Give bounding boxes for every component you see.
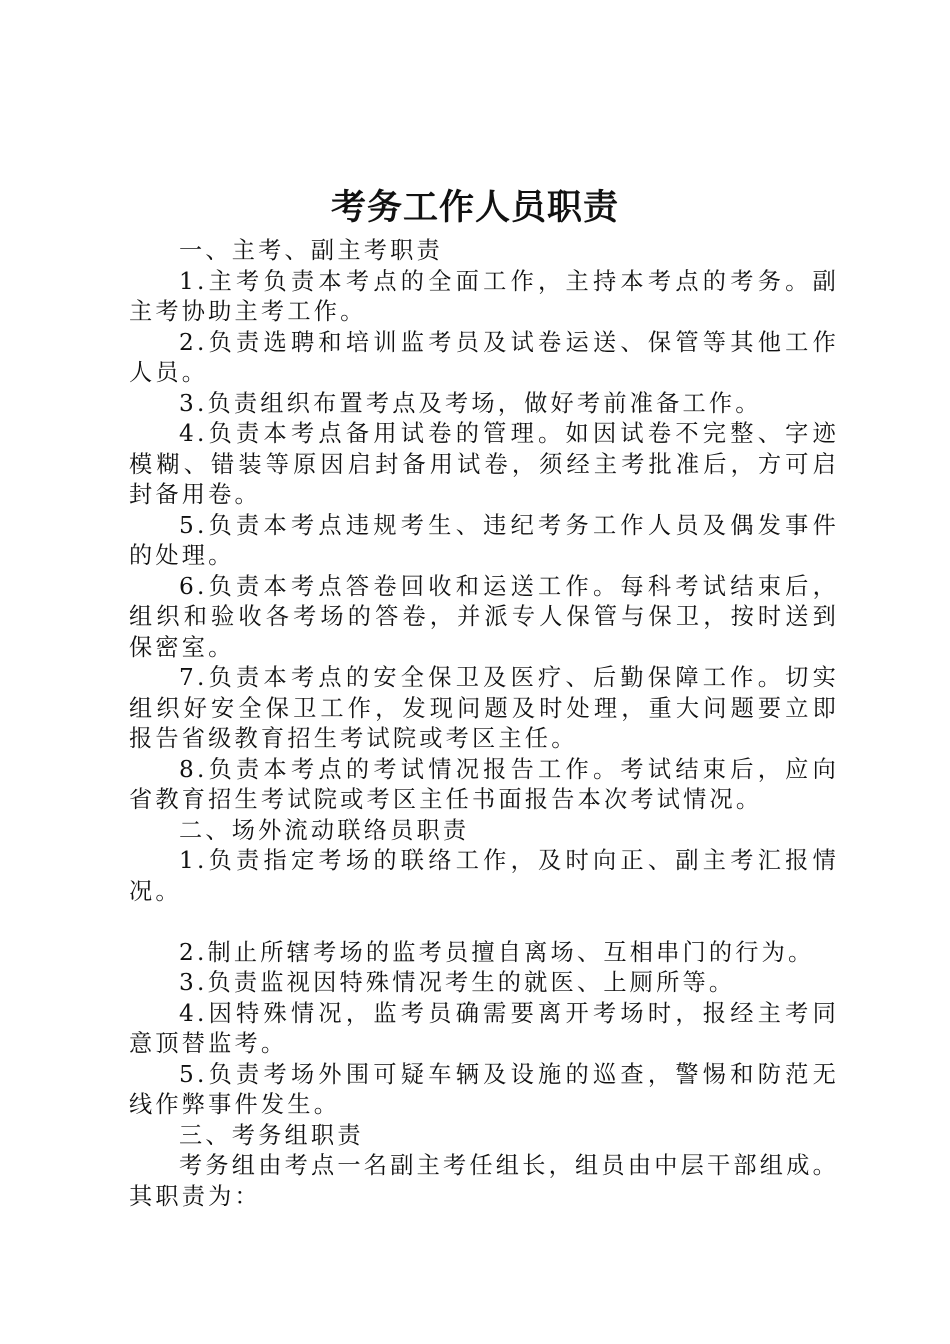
paragraph: 4.负责本考点备用试卷的管理。如因试卷不完整、字迹模糊、错装等原因启封备用试卷，须经主考批准后，方可启封备用卷。 bbox=[129, 420, 839, 508]
paragraph: 5.负责本考点违规考生、违纪考务工作人员及偶发事件的处理。 bbox=[129, 511, 839, 569]
paragraph: 2.制止所辖考场的监考员擅自离场、互相串门的行为。 bbox=[179, 938, 815, 966]
document-body bbox=[129, 236, 839, 1212]
paragraph: 1.负责指定考场的联络工作，及时向正、副主考汇报情况。 bbox=[129, 847, 839, 905]
paragraph: 3.负责监视因特殊情况考生的就医、上厕所等。 bbox=[179, 969, 736, 996]
paragraph: 1.主考负责本考点的全面工作，主持本考点的考务。副主考协助主考工作。 bbox=[129, 267, 839, 325]
paragraph: 8.负责本考点的考试情况报告工作。考试结束后，应向省教育招生考试院或考区主任书面报告本次考试情况。 bbox=[129, 755, 839, 813]
paragraph: 考务组由考点一名副主考任组长，组员由中层干部组成。其职责为： bbox=[129, 1152, 839, 1210]
section-heading-3: 三、考务组职责 bbox=[179, 1121, 364, 1149]
paragraph: 5.负责考场外围可疑车辆及设施的巡查，警惕和防范无线作弊事件发生。 bbox=[129, 1060, 839, 1118]
section-heading-1: 一、主考、副主考职责 bbox=[179, 237, 443, 264]
document-title: 考务工作人员职责 bbox=[330, 188, 619, 228]
paragraph: 2.负责选聘和培训监考员及试卷运送、保管等其他工作人员。 bbox=[129, 328, 839, 386]
paragraph: 4.因特殊情况，监考员确需要离开考场时，报经主考同意顶替监考。 bbox=[129, 999, 839, 1057]
paragraph: 6.负责本考点答卷回收和运送工作。每科考试结束后，组织和验收各考场的答卷，并派专人保管与保卫，按时送到保密室。 bbox=[129, 572, 839, 661]
paragraph: 7.负责本考点的安全保卫及医疗、后勤保障工作。切实组织好安全保卫工作，发现问题及时处理，重大问题要立即报告省级教育招生考试院或考区主任。 bbox=[129, 664, 839, 752]
paragraph: 3.负责组织布置考点及考场，做好考前准备工作。 bbox=[179, 389, 762, 417]
blank-line bbox=[129, 907, 839, 938]
section-heading-2: 二、场外流动联络员职责 bbox=[179, 816, 470, 844]
